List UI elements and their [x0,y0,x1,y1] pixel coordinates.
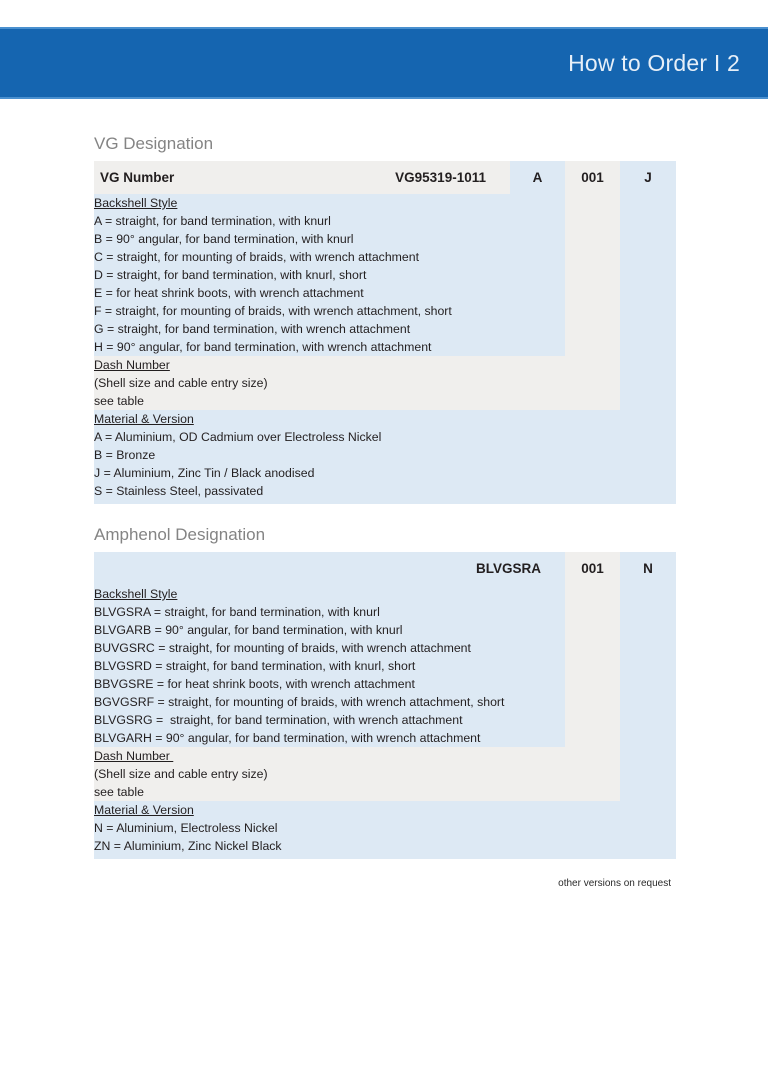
table-row [94,410,676,504]
amphenol-part-number: BLVGSRA [475,561,541,576]
block-line: BLVGARH = 90° angular, for band termination, with wrench attachment [94,731,481,745]
amphenol-dash-number-block [94,747,620,801]
block-line: BLVGSRD = straight, for band termination, with knurl, short [94,659,416,673]
block-line: BUVGSRC = straight, for mounting of braids, with wrench attachment [94,641,471,655]
block-line: A = Aluminium, OD Cadmium over Electroless Nickel [94,430,382,444]
block-line: H = 90° angular, for band termination, with wrench attachment [94,340,432,354]
vg-dash-column-fill [565,194,620,356]
block-title: Material & Version [94,412,194,426]
block-line: S = Stainless Steel, passivated [94,484,264,498]
block-line: BLVGSRA = straight, for band termination, with knurl [94,605,380,619]
block-line: BGVGSRF = straight, for mounting of braids, with wrench attachment, short [94,695,505,709]
vg-backshell-style-block [94,194,565,356]
block-line: BLVGARB = 90° angular, for band termination, with knurl [94,623,403,637]
block-line: BLVGSRG = straight, for band termination, with wrench attachment [94,713,463,727]
table-row [94,194,676,356]
vg-dash-number-code: 001 [565,161,620,194]
block-line: B = 90° angular, for band termination, with knurl [94,232,354,246]
table-row [94,585,676,747]
section-heading-amphenol: Amphenol Designation [94,525,266,544]
block-title: Backshell Style [94,196,178,210]
amphenol-material-column-fill [620,747,676,801]
amphenol-backshell-style-block [94,585,565,747]
vg-material-column-fill [620,356,676,410]
page-title: How to Order I 2 [568,49,740,76]
block-line: B = Bronze [94,448,156,462]
vg-number-cell [94,161,510,194]
table-header-row [94,161,676,194]
block-line: see table [94,785,144,799]
block-title: Material & Version [94,803,194,817]
block-line: C = straight, for mounting of braids, with wrench attachment [94,250,419,264]
section-heading-vg: VG Designation [94,134,214,153]
vg-material-version-block [94,410,676,504]
block-line: D = straight, for band termination, with knurl, short [94,268,367,282]
block-title: Dash Number [94,358,170,372]
block-title: Dash Number [94,749,174,763]
amphenol-material-column-fill [620,585,676,747]
amphenol-part-number-cell [94,552,565,585]
block-line: (Shell size and cable entry size) [94,376,268,390]
amphenol-dash-number-code: 001 [565,552,620,585]
table-row [94,801,676,859]
table-header-row [94,552,676,585]
block-line: N = Aluminium, Electroless Nickel [94,821,278,835]
vg-number-label: VG Number [100,170,175,185]
block-line: G = straight, for band termination, with wrench attachment [94,322,411,336]
block-title: Backshell Style [94,587,178,601]
vg-part-number: VG95319-1011 [395,170,486,185]
amphenol-dash-column-fill [565,585,620,747]
block-line: E = for heat shrink boots, with wrench attachment [94,286,364,300]
block-line: F = straight, for mounting of braids, with wrench attachment, short [94,304,452,318]
page-content [94,133,676,889]
table-row [94,747,676,801]
page-header-bar [0,27,768,99]
amphenol-designation-table [94,552,676,859]
block-line: J = Aluminium, Zinc Tin / Black anodised [94,466,315,480]
block-line: A = straight, for band termination, with knurl [94,214,331,228]
vg-dash-number-block [94,356,620,410]
amphenol-material-version-block [94,801,676,859]
vg-material-column-fill [620,194,676,356]
table-row [94,356,676,410]
block-line: ZN = Aluminium, Zinc Nickel Black [94,839,282,853]
vg-material-code: J [620,161,676,194]
vg-backshell-code: A [510,161,565,194]
amphenol-material-code: N [620,552,676,585]
block-line: see table [94,394,144,408]
block-line: BBVGSRE = for heat shrink boots, with wrench attachment [94,677,415,691]
vg-designation-table [94,161,676,504]
block-line: (Shell size and cable entry size) [94,767,268,781]
footnote-text: other versions on request [558,878,671,889]
